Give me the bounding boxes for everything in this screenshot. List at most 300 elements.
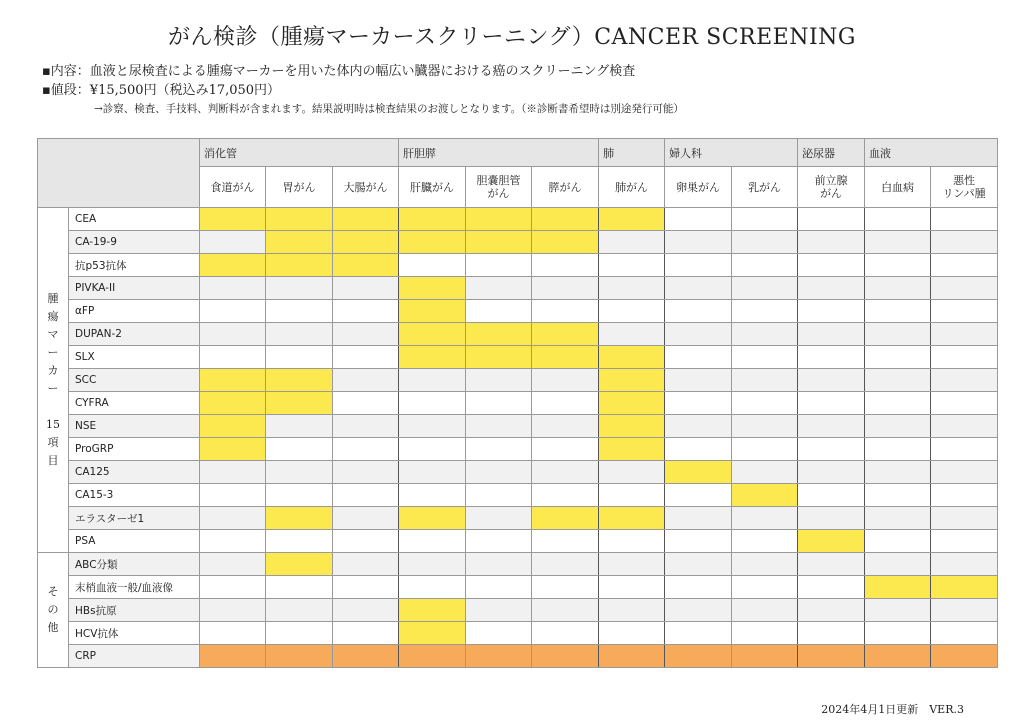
marker-cell-highlighted <box>266 553 333 576</box>
intro-note: →診察、検査、手技料、判断料が含まれます。結果説明時は検査結果のお渡しとなります。（※診断書希望時は別途発行可能） <box>94 103 684 115</box>
marker-cell <box>466 576 532 599</box>
marker-cell <box>798 507 865 530</box>
marker-cell <box>466 484 532 507</box>
marker-cell <box>865 622 931 645</box>
table-row <box>38 576 998 599</box>
marker-cell <box>798 415 865 438</box>
column-header <box>665 167 732 208</box>
marker-cell <box>931 622 998 645</box>
marker-cell <box>333 392 399 415</box>
marker-cell <box>399 415 466 438</box>
marker-cell <box>665 507 732 530</box>
marker-cell <box>732 530 798 553</box>
marker-cell-highlighted <box>399 622 466 645</box>
marker-cell-highlighted <box>732 645 798 668</box>
marker-cell <box>333 346 399 369</box>
marker-cell <box>931 415 998 438</box>
marker-cell-highlighted <box>532 645 599 668</box>
marker-label: PIVKA-II <box>69 277 200 300</box>
marker-cell <box>466 507 532 530</box>
marker-cell <box>798 622 865 645</box>
marker-cell <box>200 599 266 622</box>
marker-cell <box>732 277 798 300</box>
marker-cell <box>466 553 532 576</box>
marker-cell <box>333 300 399 323</box>
marker-cell <box>665 484 732 507</box>
column-header <box>532 167 599 208</box>
marker-cell <box>798 461 865 484</box>
marker-cell <box>399 254 466 277</box>
row-group-label <box>38 208 69 553</box>
table-row <box>38 369 998 392</box>
column-header <box>732 167 798 208</box>
marker-label: HCV抗体 <box>69 622 200 645</box>
marker-cell-highlighted <box>599 645 665 668</box>
marker-cell <box>798 484 865 507</box>
marker-cell <box>798 369 865 392</box>
marker-cell <box>466 300 532 323</box>
marker-cell <box>665 392 732 415</box>
marker-cell <box>931 323 998 346</box>
marker-cell <box>865 438 931 461</box>
table-row <box>38 277 998 300</box>
marker-cell-highlighted <box>266 208 333 231</box>
marker-cell <box>399 392 466 415</box>
column-header-text: がん <box>820 187 843 200</box>
marker-cell <box>865 208 931 231</box>
marker-cell <box>266 438 333 461</box>
column-header <box>200 167 266 208</box>
marker-cell-highlighted <box>399 300 466 323</box>
marker-cell-highlighted <box>466 323 532 346</box>
group-header: 肺 <box>599 139 665 167</box>
marker-cell <box>200 507 266 530</box>
column-header <box>466 167 532 208</box>
marker-cell-highlighted <box>532 507 599 530</box>
marker-cell-highlighted <box>333 231 399 254</box>
marker-cell-highlighted <box>266 392 333 415</box>
column-header <box>266 167 333 208</box>
row-group-char <box>38 398 68 416</box>
column-header <box>599 167 665 208</box>
marker-cell <box>266 530 333 553</box>
marker-cell <box>399 553 466 576</box>
marker-cell <box>931 553 998 576</box>
intro-content: ▪内容：血液と尿検査による腫瘍マーカーを用いた体内の幅広い臓器における癌のスクリーニング検査 <box>42 64 636 79</box>
marker-cell <box>865 507 931 530</box>
marker-label: SCC <box>69 369 200 392</box>
marker-label: CA125 <box>69 461 200 484</box>
table-row <box>38 484 998 507</box>
marker-cell <box>399 461 466 484</box>
table-row <box>38 254 998 277</box>
marker-cell <box>599 553 665 576</box>
marker-label: エラスターゼ1 <box>69 507 200 530</box>
marker-cell <box>665 231 732 254</box>
marker-cell <box>200 622 266 645</box>
marker-cell-highlighted <box>333 645 399 668</box>
marker-cell <box>399 438 466 461</box>
row-group-char: ー <box>47 346 59 359</box>
marker-cell <box>333 530 399 553</box>
marker-cell-highlighted <box>599 346 665 369</box>
marker-cell <box>665 208 732 231</box>
footer-version: 2024年4月1日更新 VER.3 <box>821 703 964 716</box>
marker-cell <box>665 530 732 553</box>
column-header <box>399 167 466 208</box>
column-header-text: 食道がん <box>210 180 255 194</box>
marker-cell <box>466 392 532 415</box>
marker-cell <box>865 553 931 576</box>
marker-cell <box>732 369 798 392</box>
marker-cell <box>865 392 931 415</box>
row-group-char: 腫 <box>47 292 59 305</box>
marker-cell <box>665 553 732 576</box>
marker-cell <box>399 369 466 392</box>
marker-cell-highlighted <box>200 392 266 415</box>
marker-label: ABC分類 <box>69 553 200 576</box>
marker-label: NSE <box>69 415 200 438</box>
marker-cell <box>798 208 865 231</box>
marker-cell <box>399 576 466 599</box>
marker-cell <box>532 553 599 576</box>
marker-cell <box>798 438 865 461</box>
column-header-text: 悪性 <box>953 174 976 187</box>
marker-cell <box>732 461 798 484</box>
marker-cell <box>665 599 732 622</box>
marker-cell <box>732 507 798 530</box>
group-header: 泌尿器 <box>798 139 865 167</box>
marker-cell <box>532 576 599 599</box>
marker-cell <box>532 622 599 645</box>
column-header-text: 肝臓がん <box>410 180 455 194</box>
marker-cell <box>732 254 798 277</box>
marker-cell <box>865 530 931 553</box>
marker-label: CYFRA <box>69 392 200 415</box>
marker-cell-highlighted <box>200 438 266 461</box>
marker-cell-highlighted <box>266 369 333 392</box>
marker-cell <box>200 231 266 254</box>
marker-cell-highlighted <box>333 254 399 277</box>
marker-cell <box>798 231 865 254</box>
marker-cell <box>599 277 665 300</box>
marker-cell <box>931 484 998 507</box>
marker-cell-highlighted <box>333 208 399 231</box>
row-group-char: ー <box>47 382 59 395</box>
marker-cell <box>266 599 333 622</box>
marker-cell-highlighted <box>399 231 466 254</box>
marker-label: SLX <box>69 346 200 369</box>
marker-cell <box>732 415 798 438</box>
marker-cell <box>466 622 532 645</box>
marker-cell <box>931 231 998 254</box>
marker-cell <box>599 300 665 323</box>
marker-cell <box>599 530 665 553</box>
marker-label: ProGRP <box>69 438 200 461</box>
marker-cell-highlighted <box>599 507 665 530</box>
marker-cell <box>333 599 399 622</box>
column-header-text: 胆嚢胆管 <box>476 174 521 187</box>
marker-cell-highlighted <box>466 346 532 369</box>
column-header-text: 乳がん <box>748 180 782 194</box>
marker-cell <box>266 415 333 438</box>
row-group-char: マ <box>47 328 59 341</box>
marker-cell <box>333 277 399 300</box>
marker-cell-highlighted <box>266 645 333 668</box>
marker-cell <box>798 254 865 277</box>
marker-cell <box>266 346 333 369</box>
marker-cell-highlighted <box>466 645 532 668</box>
marker-cell <box>599 231 665 254</box>
marker-cell <box>466 599 532 622</box>
marker-cell <box>466 369 532 392</box>
marker-cell-highlighted <box>798 530 865 553</box>
marker-cell <box>865 323 931 346</box>
marker-cell <box>665 277 732 300</box>
marker-cell <box>532 415 599 438</box>
marker-cell-highlighted <box>532 208 599 231</box>
marker-cell <box>333 369 399 392</box>
marker-label: HBs抗原 <box>69 599 200 622</box>
marker-label: 抗p53抗体 <box>69 254 200 277</box>
marker-cell-highlighted <box>532 231 599 254</box>
marker-cell <box>865 369 931 392</box>
column-header <box>931 167 998 208</box>
marker-cell <box>732 438 798 461</box>
marker-cell-highlighted <box>399 346 466 369</box>
marker-cell <box>732 300 798 323</box>
marker-cell-highlighted <box>200 208 266 231</box>
marker-cell <box>865 231 931 254</box>
group-header: 肝胆膵 <box>399 139 599 167</box>
marker-cell <box>798 392 865 415</box>
group-header-row <box>38 139 998 167</box>
marker-cell <box>665 415 732 438</box>
marker-cell <box>665 438 732 461</box>
marker-cell-highlighted <box>399 599 466 622</box>
marker-cell <box>931 369 998 392</box>
marker-cell <box>532 599 599 622</box>
marker-cell <box>532 461 599 484</box>
marker-cell-highlighted <box>399 208 466 231</box>
marker-cell-highlighted <box>466 231 532 254</box>
marker-cell <box>865 484 931 507</box>
marker-cell-highlighted <box>665 645 732 668</box>
marker-cell-highlighted <box>931 576 998 599</box>
marker-cell-highlighted <box>399 507 466 530</box>
row-group-char: の <box>47 603 59 616</box>
marker-cell-highlighted <box>732 484 798 507</box>
marker-cell <box>532 300 599 323</box>
marker-cell-highlighted <box>865 645 931 668</box>
marker-label: CRP <box>69 645 200 668</box>
marker-cell-highlighted <box>599 438 665 461</box>
marker-cell <box>200 323 266 346</box>
marker-cell-highlighted <box>532 323 599 346</box>
column-header-text: 胃がん <box>282 180 316 194</box>
table-row <box>38 392 998 415</box>
column-header-text: 卵巣がん <box>676 180 721 194</box>
marker-cell <box>200 461 266 484</box>
page-title: がん検診（腫瘍マーカースクリーニング）CANCER SCREENING <box>168 25 856 50</box>
marker-label: DUPAN-2 <box>69 323 200 346</box>
table-row <box>38 415 998 438</box>
marker-cell <box>732 346 798 369</box>
marker-cell <box>333 461 399 484</box>
marker-cell <box>665 300 732 323</box>
marker-cell <box>333 484 399 507</box>
marker-label: CEA <box>69 208 200 231</box>
marker-cell <box>333 622 399 645</box>
marker-cell <box>200 553 266 576</box>
column-header-text: 大腸がん <box>343 180 388 194</box>
row-group-label <box>38 553 69 668</box>
group-header: 婦人科 <box>665 139 798 167</box>
marker-cell <box>200 530 266 553</box>
marker-cell <box>931 507 998 530</box>
marker-cell <box>266 622 333 645</box>
marker-cell-highlighted <box>599 369 665 392</box>
marker-cell <box>532 392 599 415</box>
marker-label: CA-19-9 <box>69 231 200 254</box>
marker-cell <box>266 300 333 323</box>
marker-cell <box>599 254 665 277</box>
marker-label: PSA <box>69 530 200 553</box>
marker-cell <box>599 461 665 484</box>
marker-cell-highlighted <box>599 415 665 438</box>
marker-cell <box>665 346 732 369</box>
marker-cell <box>466 530 532 553</box>
marker-cell <box>333 438 399 461</box>
marker-cell <box>798 576 865 599</box>
column-header <box>333 167 399 208</box>
marker-cell <box>333 553 399 576</box>
marker-cell-highlighted <box>665 461 732 484</box>
marker-cell <box>732 208 798 231</box>
column-header <box>798 167 865 208</box>
marker-cell <box>266 576 333 599</box>
table-row <box>38 300 998 323</box>
row-group-char: 15 <box>46 418 60 431</box>
marker-cell <box>865 300 931 323</box>
marker-cell <box>599 622 665 645</box>
column-header-text: がん <box>487 187 510 200</box>
marker-cell <box>399 484 466 507</box>
marker-cell <box>931 254 998 277</box>
marker-cell-highlighted <box>399 277 466 300</box>
table-row <box>38 208 998 231</box>
marker-cell <box>865 254 931 277</box>
marker-cell <box>931 208 998 231</box>
table-row <box>38 530 998 553</box>
marker-cell-highlighted <box>532 346 599 369</box>
marker-cell <box>865 415 931 438</box>
marker-cell <box>599 599 665 622</box>
marker-cell <box>865 346 931 369</box>
marker-cell-highlighted <box>466 208 532 231</box>
marker-cell <box>200 484 266 507</box>
marker-cell <box>200 346 266 369</box>
marker-cell <box>931 530 998 553</box>
marker-cell-highlighted <box>599 208 665 231</box>
table-row <box>38 231 998 254</box>
marker-cell <box>333 323 399 346</box>
marker-cell <box>266 323 333 346</box>
marker-cell-highlighted <box>200 645 266 668</box>
marker-cell-highlighted <box>200 415 266 438</box>
table-row <box>38 461 998 484</box>
marker-cell <box>200 277 266 300</box>
table-row <box>38 645 998 668</box>
marker-cell <box>931 300 998 323</box>
marker-cell <box>599 323 665 346</box>
marker-cell <box>333 415 399 438</box>
table-row <box>38 438 998 461</box>
marker-cell <box>798 553 865 576</box>
group-header: 消化管 <box>200 139 399 167</box>
marker-cell <box>931 461 998 484</box>
marker-cell <box>798 277 865 300</box>
column-header-text: 肺がん <box>615 180 649 194</box>
marker-cell <box>865 461 931 484</box>
marker-cell <box>266 461 333 484</box>
marker-cell <box>732 392 798 415</box>
marker-cell-highlighted <box>266 507 333 530</box>
group-header: 血液 <box>865 139 998 167</box>
marker-cell <box>798 346 865 369</box>
marker-cell <box>466 254 532 277</box>
marker-cell <box>931 392 998 415</box>
marker-cell <box>599 576 665 599</box>
marker-cell <box>200 576 266 599</box>
marker-cell <box>333 507 399 530</box>
marker-cell-highlighted <box>399 323 466 346</box>
table-row <box>38 599 998 622</box>
marker-cell <box>399 530 466 553</box>
marker-cell <box>865 599 931 622</box>
table-corner <box>38 139 200 208</box>
marker-cell <box>732 622 798 645</box>
table-row <box>38 507 998 530</box>
row-group-char: そ <box>47 585 59 598</box>
marker-cell <box>532 277 599 300</box>
marker-cell <box>732 231 798 254</box>
marker-cell <box>865 277 931 300</box>
marker-cell <box>798 323 865 346</box>
marker-label: αFP <box>69 300 200 323</box>
marker-cell <box>931 599 998 622</box>
marker-cell <box>732 599 798 622</box>
row-group-char: カ <box>47 364 59 377</box>
intro-price: ▪値段：¥15,500円（税込み17,050円） <box>42 83 281 98</box>
marker-cell-highlighted <box>599 392 665 415</box>
marker-cell-highlighted <box>266 254 333 277</box>
marker-cell <box>333 576 399 599</box>
marker-cell <box>532 438 599 461</box>
marker-cell <box>532 484 599 507</box>
column-header-text: 膵がん <box>548 180 582 194</box>
screening-table <box>37 138 998 668</box>
marker-cell <box>466 438 532 461</box>
marker-cell <box>532 530 599 553</box>
marker-cell-highlighted <box>931 645 998 668</box>
row-group-char: 項 <box>47 436 59 449</box>
row-group-char: 瘍 <box>47 310 59 323</box>
marker-cell <box>532 369 599 392</box>
marker-cell <box>266 484 333 507</box>
table-row <box>38 346 998 369</box>
column-header <box>865 167 931 208</box>
